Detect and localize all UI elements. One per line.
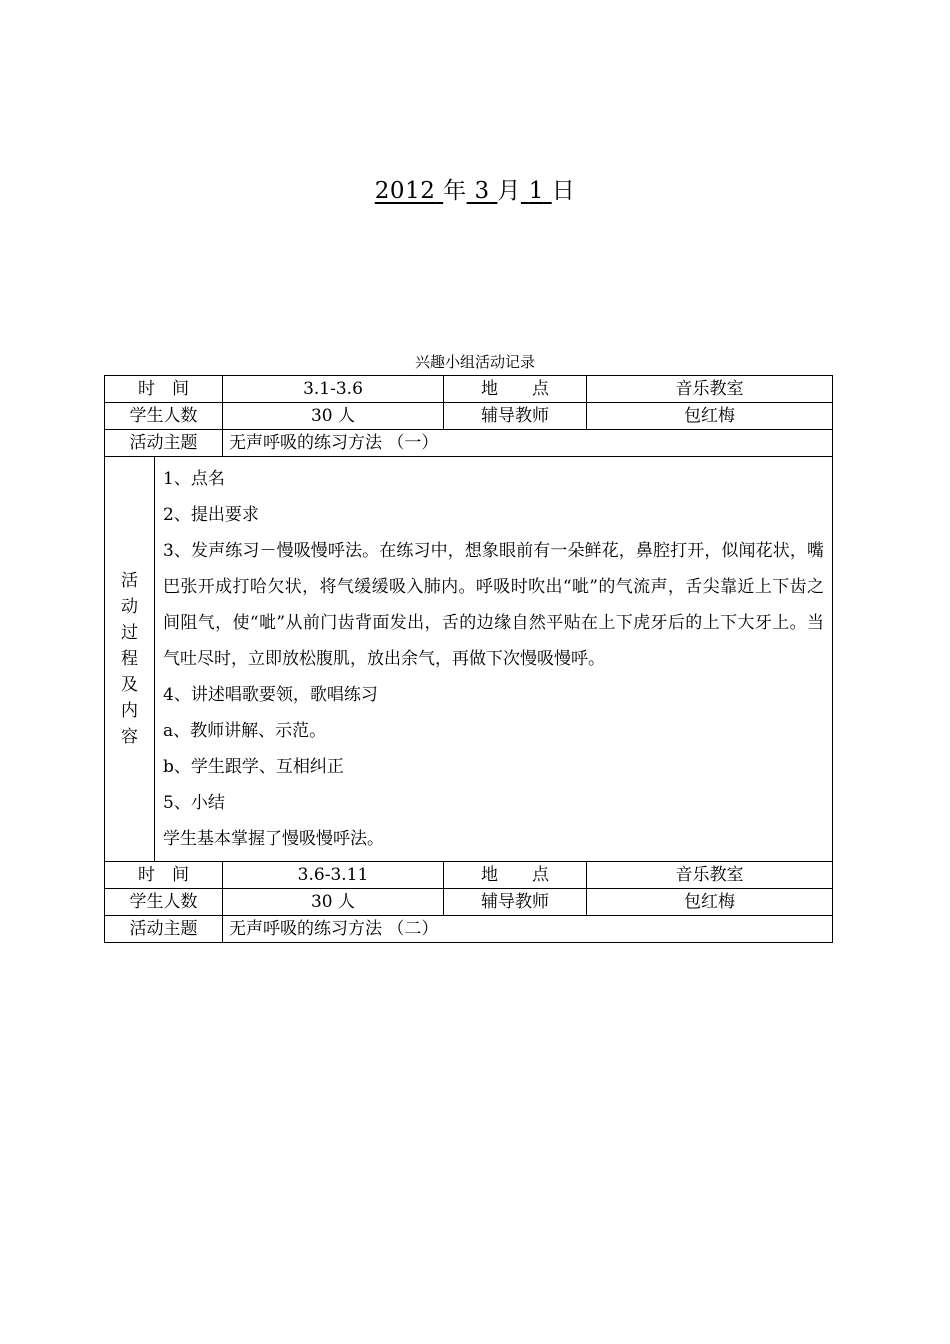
- date-month: [467, 178, 498, 204]
- record1-teacher: 包红梅: [587, 403, 833, 430]
- record1-place: 音乐教室: [587, 376, 833, 403]
- label-process-char: 内: [121, 701, 138, 721]
- record1-row-students: [105, 403, 833, 430]
- record1-row-process: [105, 457, 833, 862]
- content-line: 2、提出要求: [163, 505, 259, 525]
- date-day-value: 1: [528, 178, 544, 204]
- activity-record-table: [104, 375, 833, 943]
- record1-theme: 无声呼吸的练习方法 （一）: [223, 430, 833, 457]
- label-process-char: 程: [121, 649, 138, 669]
- content-line: a、教师讲解、示范。: [163, 721, 327, 741]
- date-year: 2012: [374, 178, 436, 204]
- label-place: 地 点: [444, 376, 587, 403]
- date-month-suffix: 月: [497, 178, 521, 204]
- label-teacher: 辅导教师: [444, 889, 587, 916]
- content-line: 4、讲述唱歌要领，歌唱练习: [163, 685, 378, 705]
- record2-theme: 无声呼吸的练习方法 （二）: [223, 916, 833, 943]
- content-line: 学生基本掌握了慢吸慢呼法。: [163, 829, 384, 849]
- record2-time: 3.6-3.11: [223, 862, 444, 889]
- record1-content: [155, 457, 833, 862]
- label-process-char: 容: [121, 727, 138, 747]
- content-line: 1、点名: [163, 469, 225, 489]
- label-theme: 活动主题: [105, 916, 223, 943]
- record2-row-theme: [105, 916, 833, 943]
- record1-row-theme: [105, 430, 833, 457]
- content-paragraph: 3、发声练习－慢吸慢呼法。在练习中，想象眼前有一朵鲜花，鼻腔打开，似闻花状，嘴巴张开成打哈欠状，将气缓缓吸入肺内。呼吸时吹出“呲”的气流声，舌尖靠近上下齿之间阻气，使“呲”从前门齿背面发出，舌的边缘自然平贴在上下虎牙后的上下大牙上。当气吐尽时，立即放松腹肌，放出余气，再做下次慢吸慢呼。: [163, 541, 824, 669]
- label-students: 学生人数: [105, 889, 223, 916]
- date-gap: [435, 178, 443, 204]
- label-process-char: 及: [121, 675, 138, 695]
- label-process-char: 活: [121, 571, 138, 591]
- content-line: 5、小结: [163, 793, 225, 813]
- label-place: 地 点: [444, 862, 587, 889]
- record1-row-time: [105, 376, 833, 403]
- record2-row-students: [105, 889, 833, 916]
- record1-time: 3.1-3.6: [223, 376, 444, 403]
- date-month-value: 3: [474, 178, 490, 204]
- label-process: [105, 457, 155, 862]
- date-line: [0, 172, 950, 205]
- record2-teacher: 包红梅: [587, 889, 833, 916]
- label-process-char: 过: [121, 623, 138, 643]
- date-day-suffix: 日: [551, 178, 576, 204]
- record2-place: 音乐教室: [587, 862, 833, 889]
- label-theme: 活动主题: [105, 430, 223, 457]
- label-students: 学生人数: [105, 403, 223, 430]
- content-line: b、学生跟学、互相纠正: [163, 757, 344, 777]
- table-caption: 兴趣小组活动记录: [414, 353, 535, 371]
- record2-row-time: [105, 862, 833, 889]
- label-process-char: 动: [121, 597, 138, 617]
- record2-students: 30 人: [223, 889, 444, 916]
- date-day: [521, 178, 552, 204]
- record1-students: 30 人: [223, 403, 444, 430]
- date-year-suffix: 年: [443, 178, 467, 204]
- label-time: 时 间: [105, 376, 223, 403]
- label-time: 时 间: [105, 862, 223, 889]
- label-teacher: 辅导教师: [444, 403, 587, 430]
